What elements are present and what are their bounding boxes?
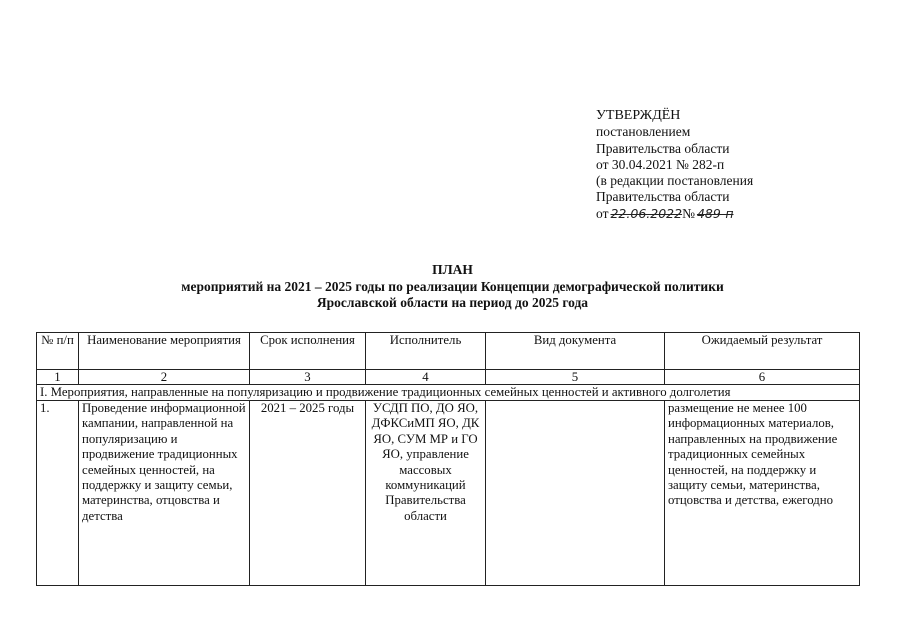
approval-line: (в редакции постановления [596, 173, 754, 189]
column-numbers-row [37, 370, 860, 385]
row-doc-type [486, 401, 665, 586]
row-result: размещение не менее 100 информационных материалов, направленных на продвижение традиционных семейных ценностей, на поддержку и защиту семьи, материнства, отцовства и детства, ежегодно [665, 401, 860, 586]
approval-line: Правительства области [596, 140, 730, 156]
number-sign: № [682, 205, 695, 221]
approval-line: от 30.04.2021 № 282-п [596, 156, 725, 172]
header-cell-term: Срок исполнения [250, 333, 366, 370]
column-number: 2 [79, 370, 250, 385]
column-number: 6 [665, 370, 860, 385]
document-title [0, 262, 905, 312]
header-cell-executor: Исполнитель [366, 333, 486, 370]
column-number: 4 [366, 370, 486, 385]
title-line-3: Ярославской области на период до 2025 года [316, 295, 589, 310]
approval-line: Правительства области [596, 189, 730, 205]
approval-stamp [596, 108, 846, 222]
plan-table [36, 332, 860, 586]
section-row [37, 385, 860, 401]
approval-date-prefix: от [596, 205, 609, 221]
header-cell-result: Ожидаемый результат [665, 333, 860, 370]
row-executor: УСДП ПО, ДО ЯО, ДФКСиМП ЯО, ДК ЯО, СУМ МР и ГО ЯО, управление массовых коммуникаций Правительства области [366, 401, 486, 586]
title-line-1: ПЛАН [432, 262, 473, 277]
handwritten-number: 489-п [696, 205, 734, 221]
approval-heading: УТВЕРЖДЁН [596, 108, 681, 123]
column-number: 1 [37, 370, 79, 385]
column-number: 3 [250, 370, 366, 385]
section-title: I. Мероприятия, направленные на популяризацию и продвижение традиционных семейных ценностей и активного долголетия [37, 385, 860, 401]
header-cell-number: № п/п [37, 333, 79, 370]
header-cell-name: Наименование мероприятия [79, 333, 250, 370]
table-row [37, 401, 860, 586]
approval-line: постановлением [596, 124, 691, 140]
table-header-row [37, 333, 860, 370]
row-term: 2021 – 2025 годы [250, 401, 366, 586]
row-name: Проведение информационной кампании, направленной на популяризацию и продвижение традиционных семейных ценностей, на поддержку и защиту семьи, материнства, отцовства и детства [79, 401, 250, 586]
row-number: 1. [37, 401, 79, 586]
header-cell-doc-type: Вид документа [486, 333, 665, 370]
handwritten-date: 22.06.2022 [610, 205, 683, 221]
column-number: 5 [486, 370, 665, 385]
title-line-2: мероприятий на 2021 – 2025 годы по реализации Концепции демографической политики [181, 278, 724, 294]
approval-date-line [596, 206, 846, 222]
